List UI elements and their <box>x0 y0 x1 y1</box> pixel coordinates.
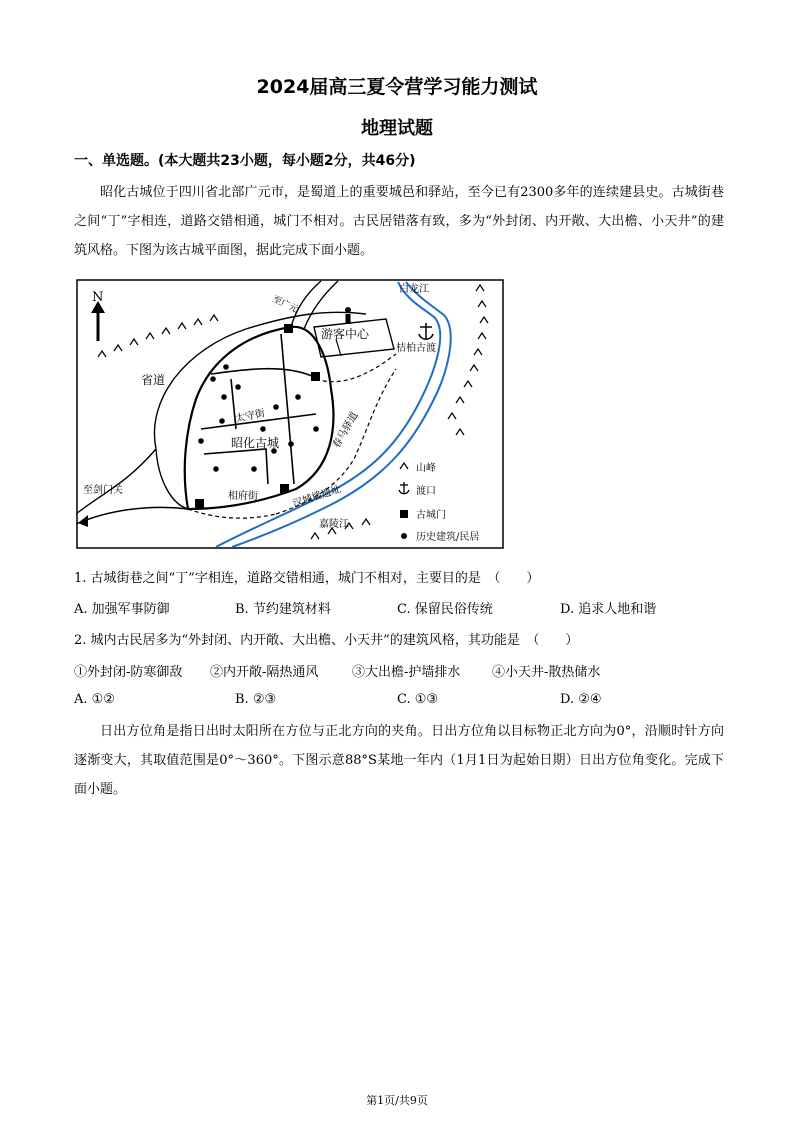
legend-label-ferry: 渡口 <box>416 486 436 497</box>
legend-label-mountain: 山峰 <box>416 463 436 474</box>
legend-label-historic: 历史建筑/民居 <box>416 532 480 543</box>
label-zhaohua-city: 昭化古城 <box>231 436 280 450</box>
q1-option-a[interactable]: A. 加强军事防御 <box>74 602 170 617</box>
q2-statement-1: ①外封闭-防寒御敌 <box>74 665 183 680</box>
label-hanyuan-wall: 汉城墙遗址 <box>291 483 343 510</box>
label-xiangfu-street: 相府街 <box>228 491 258 502</box>
q2-option-a[interactable]: A. ①② <box>74 692 115 707</box>
q2-option-c[interactable]: C. ①③ <box>397 692 439 707</box>
label-bailongjiang: 白龙江 <box>399 284 429 295</box>
dot-icon <box>401 533 407 539</box>
q1-option-b[interactable]: B. 节约建筑材料 <box>235 602 331 617</box>
section-heading: 一、单选题。(本大题共23小题，每小题2分，共46分) <box>74 153 416 169</box>
q2-option-b[interactable]: B. ②③ <box>235 692 277 707</box>
north-label: N <box>92 290 104 305</box>
q1-option-c[interactable]: C. 保留民俗传统 <box>397 602 493 617</box>
page-footer: 第1页/共9页 <box>366 1094 428 1107</box>
q2-statement-2: ②内开敞-隔热通风 <box>210 665 319 680</box>
gate-south <box>280 484 289 493</box>
label-visitor-center: 游客中心 <box>321 327 370 341</box>
exam-title: 2024届高三夏令营学习能力测试 <box>256 76 538 98</box>
q2-option-d[interactable]: D. ②④ <box>560 692 602 707</box>
passage-zhaohua: 昭化古城位于四川省北部广元市，是蜀道上的重要城邑和驿站，至今已有2300多年的连续建县史。古城街巷之间“丁”字相连，道路交错相通，城门不相对。古民居错落有致，多为“外封闭、内开敞、大出檐、小天井”的建筑风格。下图为该古城平面图，据此完成下面小题。 <box>74 185 724 258</box>
label-jialingjiang: 嘉陵江 <box>319 519 349 530</box>
q2-statement-3: ③大出檐-护墙排水 <box>352 665 461 680</box>
question-1-stem: 1. 古城街巷之间“丁”字相连，道路交错相通，城门不相对，主要目的是 （ ） <box>74 571 540 586</box>
question-2-stem: 2. 城内古民居多为“外封闭、内开敞、大出檐、小天井”的建筑风格，其功能是 （ ） <box>74 633 579 648</box>
label-taobai-ferry: 桔柏古渡 <box>396 343 436 354</box>
passage-sunrise-azimuth: 日出方位角是指日出时太阳所在方位与正北方向的夹角。日出方位角以目标物正北方向为0°，沿顺时针方向逐渐变大，其取值范围是0°～360°。下图示意88°S某地一年内（1月1日为起始日期）日出方位角变化。完成下面小题。 <box>74 724 724 797</box>
label-to-guangyuan: 至广元 <box>270 294 300 316</box>
zhaohua-map <box>76 279 504 549</box>
q1-option-d[interactable]: D. 追求人地和谐 <box>560 602 657 617</box>
gate-west <box>195 499 204 508</box>
label-to-jianmenguan: 至剑门关 <box>83 485 123 496</box>
label-taishou-street: 太守街 <box>234 407 266 425</box>
exam-subtitle: 地理试题 <box>361 118 433 139</box>
legend-label-gate: 古城门 <box>416 510 446 521</box>
gate-north <box>284 324 293 333</box>
person-icon <box>345 307 351 324</box>
q2-statement-4: ④小天井-散热储水 <box>492 665 601 680</box>
label-provincial-road: 省道 <box>141 373 166 387</box>
label-postal-road: 春马驿道 <box>331 410 361 451</box>
gate-east <box>311 372 320 381</box>
square-icon <box>400 510 408 518</box>
